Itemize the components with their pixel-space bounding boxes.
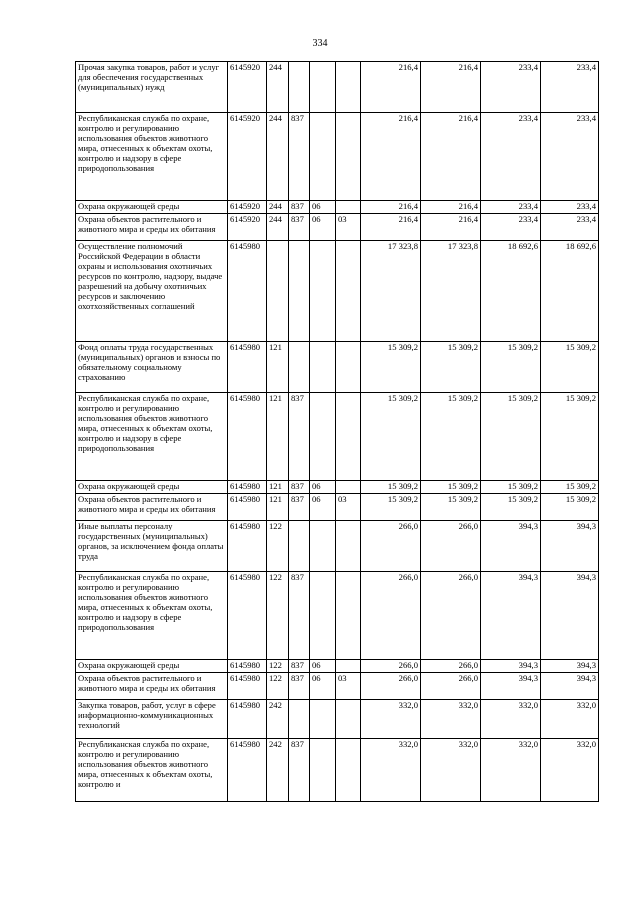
administrator-code: 837 bbox=[289, 481, 310, 494]
administrator-code: 837 bbox=[289, 201, 310, 214]
table-row bbox=[76, 393, 599, 481]
amount-4: 332,0 bbox=[541, 739, 599, 802]
subsection-code bbox=[336, 481, 361, 494]
amount-2: 216,4 bbox=[421, 113, 481, 201]
expense-type-code: 244 bbox=[267, 214, 289, 241]
row-name: Охрана окружающей среды bbox=[76, 660, 228, 673]
administrator-code bbox=[289, 62, 310, 113]
subsection-code bbox=[336, 201, 361, 214]
section-code bbox=[310, 113, 336, 201]
administrator-code: 837 bbox=[289, 113, 310, 201]
target-article-code: 6145980 bbox=[228, 739, 267, 802]
administrator-code bbox=[289, 241, 310, 342]
amount-3: 332,0 bbox=[481, 739, 541, 802]
amount-4: 233,4 bbox=[541, 62, 599, 113]
administrator-code: 837 bbox=[289, 214, 310, 241]
amount-2: 216,4 bbox=[421, 62, 481, 113]
budget-table bbox=[75, 61, 599, 802]
amount-4: 332,0 bbox=[541, 700, 599, 739]
subsection-code bbox=[336, 660, 361, 673]
target-article-code: 6145980 bbox=[228, 393, 267, 481]
amount-3: 394,3 bbox=[481, 521, 541, 572]
row-name: Охрана объектов растительного и животного мира и среды их обитания bbox=[76, 673, 228, 700]
subsection-code bbox=[336, 739, 361, 802]
section-code bbox=[310, 241, 336, 342]
amount-3: 394,3 bbox=[481, 673, 541, 700]
table-row bbox=[76, 201, 599, 214]
section-code: 06 bbox=[310, 660, 336, 673]
row-name: Республиканская служба по охране, контролю и регулированию использования объектов животного мира, отнесенных к объектам охоты, контролю и bbox=[76, 739, 228, 802]
subsection-code: 03 bbox=[336, 673, 361, 700]
page-number: 334 bbox=[312, 38, 328, 49]
row-name: Республиканская служба по охране, контролю и регулированию использования объектов животного мира, отнесенных к объектам охоты, контролю и надзору в сфере природопользования bbox=[76, 393, 228, 481]
section-code bbox=[310, 342, 336, 393]
amount-2: 216,4 bbox=[421, 201, 481, 214]
subsection-code: 03 bbox=[336, 494, 361, 521]
expense-type-code: 121 bbox=[267, 342, 289, 393]
section-code bbox=[310, 572, 336, 660]
expense-type-code: 121 bbox=[267, 393, 289, 481]
administrator-code: 837 bbox=[289, 660, 310, 673]
amount-2: 266,0 bbox=[421, 572, 481, 660]
subsection-code bbox=[336, 113, 361, 201]
target-article-code: 6145980 bbox=[228, 494, 267, 521]
section-code bbox=[310, 521, 336, 572]
administrator-code: 837 bbox=[289, 739, 310, 802]
amount-1: 216,4 bbox=[361, 62, 421, 113]
amount-1: 332,0 bbox=[361, 739, 421, 802]
row-name: Фонд оплаты труда государственных (муниципальных) органов и взносы по обязательному социальному страхованию bbox=[76, 342, 228, 393]
expense-type-code: 244 bbox=[267, 62, 289, 113]
amount-2: 15 309,2 bbox=[421, 342, 481, 393]
amount-2: 15 309,2 bbox=[421, 393, 481, 481]
amount-4: 15 309,2 bbox=[541, 481, 599, 494]
amount-4: 394,3 bbox=[541, 572, 599, 660]
table-row bbox=[76, 521, 599, 572]
subsection-code bbox=[336, 572, 361, 660]
amount-4: 394,3 bbox=[541, 660, 599, 673]
expense-type-code: 122 bbox=[267, 521, 289, 572]
amount-1: 15 309,2 bbox=[361, 481, 421, 494]
amount-2: 15 309,2 bbox=[421, 494, 481, 521]
table-row bbox=[76, 700, 599, 739]
subsection-code bbox=[336, 241, 361, 342]
subsection-code bbox=[336, 62, 361, 113]
amount-4: 15 309,2 bbox=[541, 342, 599, 393]
administrator-code bbox=[289, 700, 310, 739]
amount-1: 332,0 bbox=[361, 700, 421, 739]
expense-type-code: 244 bbox=[267, 201, 289, 214]
table-row bbox=[76, 214, 599, 241]
target-article-code: 6145920 bbox=[228, 113, 267, 201]
amount-1: 266,0 bbox=[361, 572, 421, 660]
table-row bbox=[76, 481, 599, 494]
amount-1: 216,4 bbox=[361, 201, 421, 214]
section-code bbox=[310, 700, 336, 739]
amount-1: 15 309,2 bbox=[361, 342, 421, 393]
expense-type-code: 244 bbox=[267, 113, 289, 201]
section-code bbox=[310, 62, 336, 113]
row-name: Осуществление полномочий Российской Федерации в области охраны и использования охотничьих ресурсов по контролю, надзору, выдаче разрешений на добычу охотничьих ресурсов и заключению охотхозяйственных соглашений bbox=[76, 241, 228, 342]
amount-2: 332,0 bbox=[421, 700, 481, 739]
target-article-code: 6145980 bbox=[228, 521, 267, 572]
row-name: Прочая закупка товаров, работ и услуг для обеспечения государственных (муниципальных) нужд bbox=[76, 62, 228, 113]
amount-2: 216,4 bbox=[421, 214, 481, 241]
section-code: 06 bbox=[310, 481, 336, 494]
amount-2: 266,0 bbox=[421, 521, 481, 572]
expense-type-code: 242 bbox=[267, 700, 289, 739]
section-code: 06 bbox=[310, 201, 336, 214]
amount-4: 15 309,2 bbox=[541, 393, 599, 481]
amount-1: 216,4 bbox=[361, 214, 421, 241]
target-article-code: 6145980 bbox=[228, 572, 267, 660]
administrator-code: 837 bbox=[289, 673, 310, 700]
row-name: Охрана окружающей среды bbox=[76, 201, 228, 214]
target-article-code: 6145980 bbox=[228, 673, 267, 700]
expense-type-code: 242 bbox=[267, 739, 289, 802]
amount-2: 15 309,2 bbox=[421, 481, 481, 494]
amount-1: 266,0 bbox=[361, 673, 421, 700]
expense-type-code: 121 bbox=[267, 481, 289, 494]
amount-3: 15 309,2 bbox=[481, 342, 541, 393]
expense-type-code: 122 bbox=[267, 673, 289, 700]
amount-1: 15 309,2 bbox=[361, 393, 421, 481]
target-article-code: 6145920 bbox=[228, 201, 267, 214]
expense-type-code: 122 bbox=[267, 572, 289, 660]
section-code bbox=[310, 739, 336, 802]
expense-type-code: 121 bbox=[267, 494, 289, 521]
target-article-code: 6145980 bbox=[228, 342, 267, 393]
row-name: Иные выплаты персоналу государственных (муниципальных) органов, за исключением фонда оплаты труда bbox=[76, 521, 228, 572]
row-name: Республиканская служба по охране, контролю и регулированию использования объектов животного мира, отнесенных к объектам охоты, контролю и надзору в сфере природопользования bbox=[76, 572, 228, 660]
amount-4: 233,4 bbox=[541, 113, 599, 201]
amount-1: 15 309,2 bbox=[361, 494, 421, 521]
administrator-code: 837 bbox=[289, 572, 310, 660]
row-name: Закупка товаров, работ, услуг в сфере информационно-коммуникационных технологий bbox=[76, 700, 228, 739]
amount-3: 394,3 bbox=[481, 660, 541, 673]
target-article-code: 6145980 bbox=[228, 700, 267, 739]
section-code: 06 bbox=[310, 494, 336, 521]
administrator-code: 837 bbox=[289, 494, 310, 521]
administrator-code bbox=[289, 521, 310, 572]
subsection-code bbox=[336, 342, 361, 393]
amount-3: 15 309,2 bbox=[481, 494, 541, 521]
amount-3: 233,4 bbox=[481, 214, 541, 241]
subsection-code: 03 bbox=[336, 214, 361, 241]
row-name: Охрана окружающей среды bbox=[76, 481, 228, 494]
table-row bbox=[76, 660, 599, 673]
amount-2: 17 323,8 bbox=[421, 241, 481, 342]
table-row bbox=[76, 572, 599, 660]
amount-1: 266,0 bbox=[361, 660, 421, 673]
row-name: Республиканская служба по охране, контролю и регулированию использования объектов животного мира, отнесенных к объектам охоты, контролю и надзору в сфере природопользования bbox=[76, 113, 228, 201]
amount-4: 233,4 bbox=[541, 214, 599, 241]
administrator-code bbox=[289, 342, 310, 393]
table-row bbox=[76, 673, 599, 700]
section-code bbox=[310, 393, 336, 481]
target-article-code: 6145920 bbox=[228, 62, 267, 113]
table-row bbox=[76, 494, 599, 521]
amount-2: 332,0 bbox=[421, 739, 481, 802]
amount-1: 266,0 bbox=[361, 521, 421, 572]
amount-2: 266,0 bbox=[421, 673, 481, 700]
amount-3: 394,3 bbox=[481, 572, 541, 660]
target-article-code: 6145980 bbox=[228, 481, 267, 494]
subsection-code bbox=[336, 393, 361, 481]
amount-4: 15 309,2 bbox=[541, 494, 599, 521]
administrator-code: 837 bbox=[289, 393, 310, 481]
row-name: Охрана объектов растительного и животного мира и среды их обитания bbox=[76, 214, 228, 241]
amount-3: 18 692,6 bbox=[481, 241, 541, 342]
target-article-code: 6145920 bbox=[228, 214, 267, 241]
amount-4: 233,4 bbox=[541, 201, 599, 214]
subsection-code bbox=[336, 700, 361, 739]
expense-type-code bbox=[267, 241, 289, 342]
section-code: 06 bbox=[310, 214, 336, 241]
table-row bbox=[76, 241, 599, 342]
row-name: Охрана объектов растительного и животного мира и среды их обитания bbox=[76, 494, 228, 521]
expense-type-code: 122 bbox=[267, 660, 289, 673]
amount-2: 266,0 bbox=[421, 660, 481, 673]
amount-4: 394,3 bbox=[541, 673, 599, 700]
amount-1: 17 323,8 bbox=[361, 241, 421, 342]
amount-4: 18 692,6 bbox=[541, 241, 599, 342]
amount-3: 15 309,2 bbox=[481, 481, 541, 494]
amount-3: 233,4 bbox=[481, 201, 541, 214]
amount-3: 233,4 bbox=[481, 62, 541, 113]
amount-3: 233,4 bbox=[481, 113, 541, 201]
amount-4: 394,3 bbox=[541, 521, 599, 572]
target-article-code: 6145980 bbox=[228, 660, 267, 673]
table-row bbox=[76, 62, 599, 113]
section-code: 06 bbox=[310, 673, 336, 700]
amount-3: 332,0 bbox=[481, 700, 541, 739]
table-row bbox=[76, 113, 599, 201]
table-row bbox=[76, 739, 599, 802]
amount-1: 216,4 bbox=[361, 113, 421, 201]
subsection-code bbox=[336, 521, 361, 572]
target-article-code: 6145980 bbox=[228, 241, 267, 342]
amount-3: 15 309,2 bbox=[481, 393, 541, 481]
table-row bbox=[76, 342, 599, 393]
